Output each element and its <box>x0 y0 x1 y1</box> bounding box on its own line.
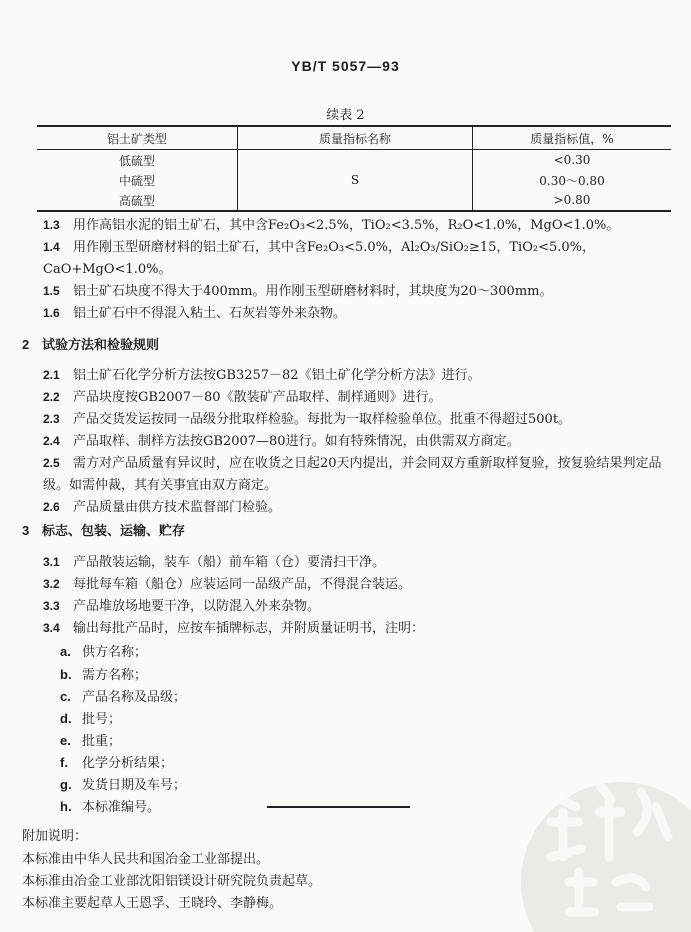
cell-name <box>238 190 473 211</box>
list-text: 化学分析结果； <box>82 756 174 771</box>
list-item <box>60 686 186 709</box>
list-letter: h. <box>60 799 72 814</box>
list-item <box>60 730 121 753</box>
clause-text: 产品堆放场地要干净，以防混入外来杂物。 <box>73 599 321 614</box>
watermark-stamp <box>451 732 691 932</box>
clause-3-1 <box>43 551 675 574</box>
list-letter: d. <box>60 711 72 726</box>
cell-value: 0.30～0.80 <box>473 170 672 190</box>
notes-title: 附加说明： <box>22 829 88 844</box>
cell-type: 低硫型 <box>118 153 155 168</box>
list-letter: e. <box>60 733 71 748</box>
clause-number: 1.6 <box>43 306 60 320</box>
table-header-row <box>37 126 671 150</box>
header-index-name: 质量指标名称 <box>238 126 473 150</box>
clause-number: 3.4 <box>43 621 60 635</box>
clause-text: 产品块度按GB2007－80《散装矿产品取样、制样通则》进行。 <box>73 390 442 405</box>
clause-3-3 <box>43 595 675 618</box>
clause-2-3 <box>43 408 675 431</box>
clause-text: 用作刚玉型研磨材料的铝土矿石，其中含Fe₂O₃<5.0%，Al₂O₃/SiO₂≥15，TiO₂<5.0%，CaO+MgO<1.0%。 <box>43 240 595 277</box>
list-text: 供方名称； <box>82 645 148 660</box>
standard-code-header: YB/T 5057—93 <box>291 58 400 74</box>
note-line: 本标准由中华人民共和国冶金工业部提出。 <box>22 852 270 867</box>
section-3-heading <box>22 520 185 543</box>
clause-2-5 <box>43 452 675 497</box>
note-line: 本标准由冶金工业部沈阳铝镁设计研究院负责起草。 <box>22 874 322 889</box>
table-row <box>37 150 671 171</box>
list-text: 需方名称； <box>82 668 148 683</box>
list-letter: g. <box>60 777 72 792</box>
section-number: 2 <box>22 337 30 352</box>
clause-text: 铝土矿石化学分析方法按GB3257－82《铝土矿化学分析方法》进行。 <box>73 368 481 383</box>
clause-text: 每批每车箱（船仓）应装运同一品级产品，不得混合装运。 <box>73 577 412 592</box>
table-row <box>37 170 671 190</box>
quality-index-table <box>37 125 671 212</box>
list-text: 批重； <box>82 734 122 749</box>
list-item <box>60 796 160 819</box>
clause-3-4 <box>43 617 675 640</box>
clause-2-2 <box>43 386 675 409</box>
list-letter: f. <box>60 755 68 770</box>
cell-type: 中硫型 <box>118 173 155 188</box>
cell-type: 高硫型 <box>37 190 238 211</box>
clause-1-4 <box>43 236 675 281</box>
clause-number: 2.4 <box>43 434 60 448</box>
table-row <box>37 190 671 211</box>
list-item <box>60 664 147 687</box>
clause-number: 2.6 <box>43 500 60 514</box>
list-item <box>60 752 173 775</box>
clause-number: 1.5 <box>43 284 60 298</box>
cell-name: S <box>238 170 473 190</box>
clause-number: 3.2 <box>43 577 60 591</box>
clause-number: 1.4 <box>43 240 60 254</box>
list-text: 批号； <box>82 712 122 727</box>
clause-text: 铝土矿石中不得混入粘土、石灰岩等外来杂物。 <box>73 306 347 321</box>
clause-3-2 <box>43 573 675 596</box>
clause-number: 1.3 <box>43 218 60 232</box>
list-text: 产品名称及品级； <box>82 690 187 705</box>
section-2-heading <box>22 334 159 357</box>
clause-number: 2.3 <box>43 412 60 426</box>
clause-2-4 <box>43 430 675 453</box>
clause-text: 用作高铝水泥的铝土矿石，其中含Fe₂O₃<2.5%，TiO₂<3.5%，R₂O<1.0%，MgO<1.0%。 <box>73 218 620 233</box>
list-letter: b. <box>60 667 72 682</box>
list-letter: a. <box>60 644 71 659</box>
cell-value: <0.30 <box>473 150 672 171</box>
note-line: 本标准主要起草人王恩孚、王晓玲、李静梅。 <box>22 896 283 911</box>
header-index-value: 质量指标值，% <box>473 126 672 150</box>
clause-text: 产品质量由供方技术监督部门检验。 <box>73 500 282 515</box>
section-number: 3 <box>22 523 30 538</box>
clause-number: 3.1 <box>43 555 60 569</box>
clause-text: 铝土矿石块度不得大于400mm。用作刚玉型研磨材料时，其块度为20～300mm。 <box>73 284 553 299</box>
clause-number: 3.3 <box>43 599 60 613</box>
clause-text: 产品散装运输，装车（船）前车箱（仓）要清扫干净。 <box>73 555 386 570</box>
clause-text: 输出每批产品时，应按车插牌标志，并附质量证明书，注明： <box>73 621 425 636</box>
end-divider <box>267 806 410 808</box>
clause-text: 需方对产品质量有异议时，应在收货之日起20天内提出，并会同双方重新取样复验，按复验结果判定品级。如需仲裁，其有关事宜由双方商定。 <box>43 456 662 493</box>
clause-text: 产品取样、制样方法按GB2007—80进行。如有特殊情况，由供需双方商定。 <box>73 434 520 449</box>
clause-number: 2.1 <box>43 368 60 382</box>
clause-1-5 <box>43 280 675 303</box>
clause-2-6 <box>43 496 675 519</box>
watermark-stamp-icon <box>451 732 691 932</box>
table-caption: 续表 2 <box>326 108 365 123</box>
list-text: 本标准编号。 <box>82 800 161 815</box>
list-letter: c. <box>60 689 71 704</box>
list-text: 发货日期及车号； <box>82 778 187 793</box>
list-item <box>60 708 121 731</box>
clause-text: 产品交货发运按同一品级分批取样检验。每批为一取样检验单位。批重不得超过500t。 <box>73 412 572 427</box>
header-bauxite-type: 铝土矿类型 <box>37 126 238 150</box>
clause-number: 2.2 <box>43 390 60 404</box>
section-title: 试验方法和检验规则 <box>42 338 160 353</box>
clause-2-1 <box>43 364 675 387</box>
section-title: 标志、包装、运输、贮存 <box>42 524 186 539</box>
cell-name <box>238 150 473 171</box>
cell-value: >0.80 <box>473 190 672 211</box>
clause-number: 2.5 <box>43 456 60 470</box>
list-item <box>60 774 186 797</box>
clause-1-3 <box>43 214 675 237</box>
list-item <box>60 641 147 664</box>
clause-1-6 <box>43 302 675 325</box>
